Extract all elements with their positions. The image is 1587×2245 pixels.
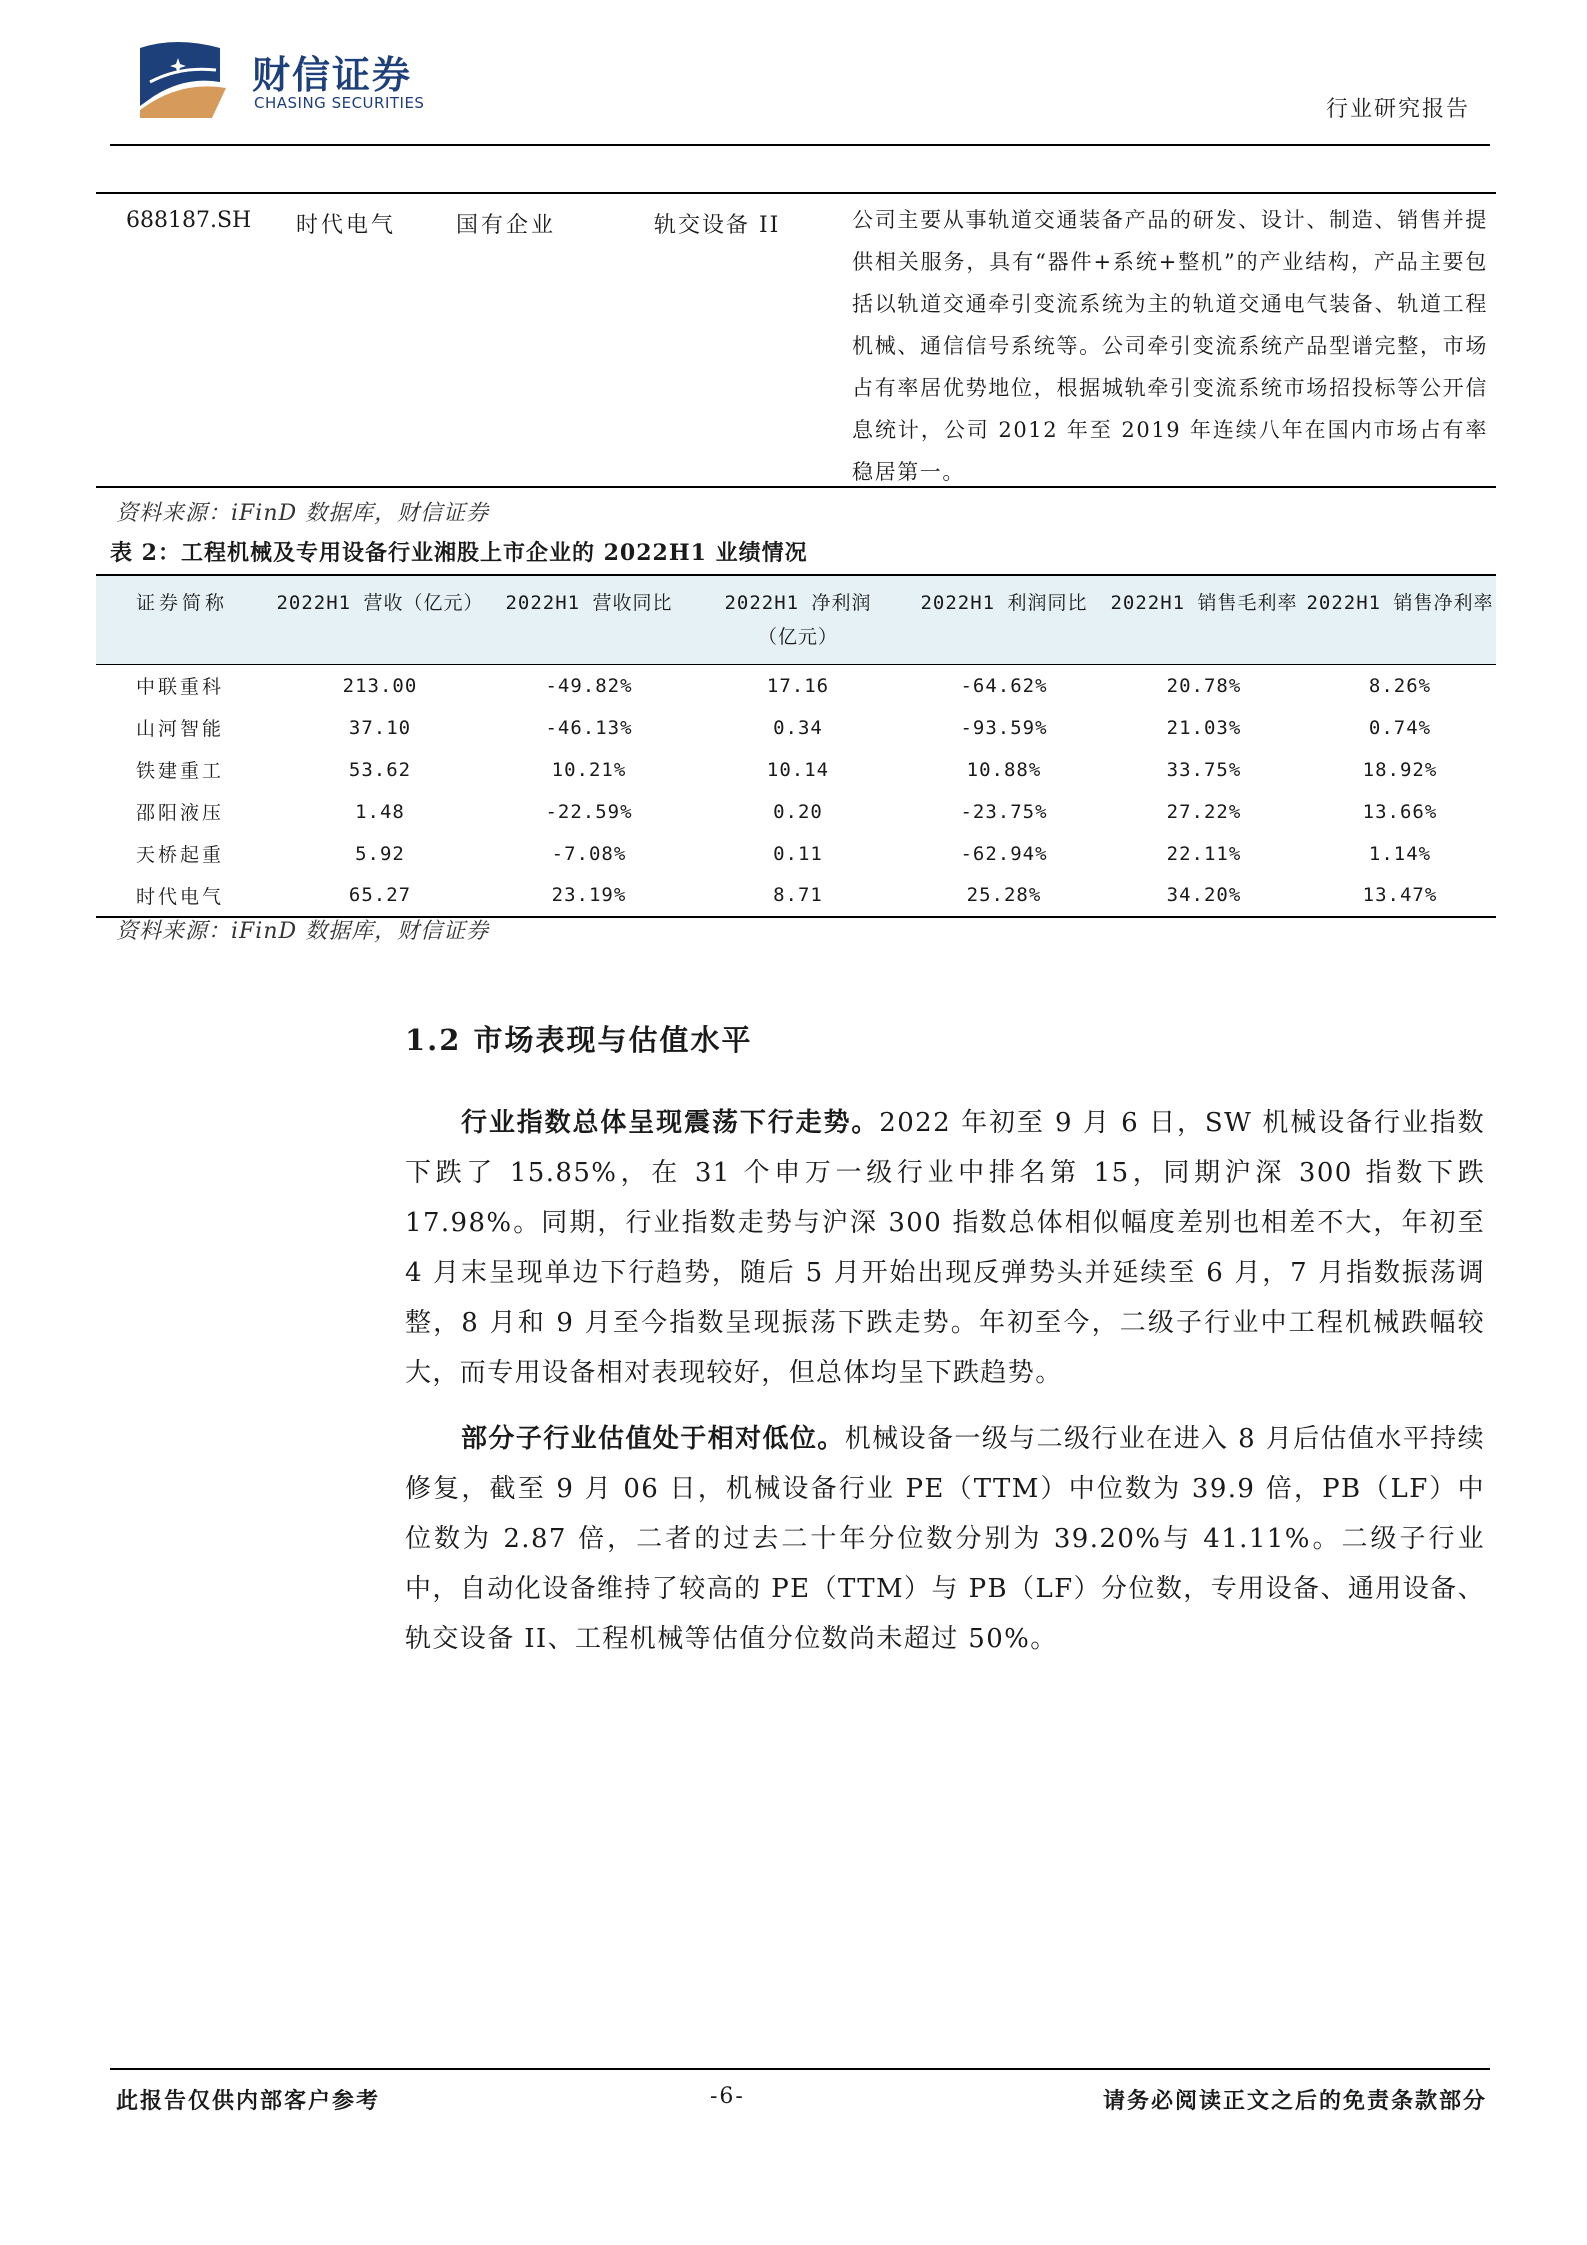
table-row [96, 665, 1496, 707]
cell-profit-yoy: 25.28% [966, 884, 1042, 906]
cell-net-profit: 8.71 [773, 884, 823, 906]
cell-net-margin: 13.47% [1362, 884, 1438, 906]
cell-gross-margin: 20.78% [1166, 674, 1242, 697]
column-header: 2022H1 利润同比 [920, 592, 1088, 614]
cell-net-margin: 13.66% [1362, 800, 1438, 823]
cell-net-profit: 0.20 [773, 800, 823, 823]
cell-profit-yoy: 10.88% [966, 758, 1042, 781]
table-row [96, 194, 1496, 486]
cell-revenue: 65.27 [348, 884, 412, 906]
paragraph-market-performance [405, 1098, 1485, 1398]
cell-profit-yoy: -23.75% [960, 800, 1048, 823]
column-header: 2022H1 营收（亿元） [276, 592, 484, 614]
industry-class: 轨交设备 II [654, 213, 781, 238]
cell-revenue: 213.00 [342, 674, 418, 697]
table-row [96, 707, 1496, 749]
column-header: 2022H1 销售净利率 [1306, 592, 1494, 614]
cell-net-profit: 0.34 [773, 716, 823, 739]
cell-name: 铁建重工 [136, 760, 225, 782]
cell-revenue-yoy: -46.13% [545, 716, 633, 739]
cell-profit-yoy: -62.94% [960, 842, 1048, 865]
cell-profit-yoy: -64.62% [960, 674, 1048, 697]
cell-net-margin: 0.74% [1368, 716, 1432, 739]
paragraph-lead: 行业指数总体呈现震荡下行走势。 [461, 1108, 880, 1138]
paragraph-body: 机械设备一级与二级行业在进入 8 月后估值水平持续修复，截至 9 月 06 日，机械设备行业 PE（TTM）中位数为 39.9 倍，PB（LF）中位数为 2.87 倍，二者的过去二十年分位数分别为 39.20%与 41.11%。二级子行业中，自动化设备维持了较高的 PE（TTM）与 PB（LF）分位数，专用设备、通用设备、轨交设备 II、工程机械等估值分位数尚未超过 50%。 [405, 1424, 1485, 1654]
cell-net-margin: 18.92% [1362, 758, 1438, 781]
table-row [96, 875, 1496, 917]
cell-gross-margin: 33.75% [1166, 758, 1242, 781]
cell-net-profit: 10.14 [766, 758, 830, 781]
footer-disclaimer-left: 此报告仅供内部客户参考 [116, 2088, 381, 2114]
cell-name: 天桥起重 [136, 844, 225, 866]
ownership-type: 国有企业 [456, 213, 557, 238]
cell-revenue-yoy: 23.19% [551, 884, 627, 906]
cell-revenue: 5.92 [355, 842, 405, 865]
footer-divider [110, 2068, 1490, 2070]
cell-gross-margin: 34.20% [1166, 884, 1242, 906]
cell-net-margin: 8.26% [1368, 674, 1432, 697]
cell-revenue-yoy: -22.59% [545, 800, 633, 823]
company-table-continued [96, 192, 1496, 488]
cell-revenue: 1.48 [355, 800, 405, 823]
paragraph-body: 2022 年初至 9 月 6 日，SW 机械设备行业指数下跌了 15.85%，在 31 个申万一级行业中排名第 15，同期沪深 300 指数下跌 17.98%。同期，行业指数走势与沪深 300 指数总体相似幅度差别也相差不大，年初至 4 月末呈现单边下行趋势，随后 5 月开始出现反弹势头并延续至 6 月，7 月指数振荡调整，8 月和 9 月至今指数呈现振荡下跌走势。年初至今，二级子行业中工程机械跌幅较大，而专用设备相对表现较好，但总体均呈下跌趋势。 [405, 1108, 1485, 1388]
table-row [96, 749, 1496, 791]
cell-net-margin: 1.14% [1368, 842, 1432, 865]
paragraph-lead: 部分子行业估值处于相对低位。 [461, 1424, 845, 1454]
cell-revenue: 53.62 [348, 758, 412, 781]
stock-code: 688187.SH [126, 208, 252, 233]
table2-caption: 表 2：工程机械及专用设备行业湘股上市企业的 2022H1 业绩情况 [110, 540, 808, 566]
cell-profit-yoy: -93.59% [960, 716, 1048, 739]
column-header: 2022H1 净利润（亿元） [724, 592, 872, 648]
footer-disclaimer-right: 请务必阅读正文之后的免责条款部分 [1102, 2088, 1487, 2114]
company-description: 公司主要从事轨道交通装备产品的研发、设计、制造、销售并提供相关服务，具有“器件+系统+整机”的产业结构，产品主要包括以轨道交通牵引变流系统为主的轨道交通电气装备、轨道工程机械、通信信号系统等。公司牵引变流系统产品型谱完整，市场占有率居优势地位，根据城轨牵引变流系统市场招投标等公开信息统计，公司 2012 年至 2019 年连续八年在国内市场占有率稳居第一。 [852, 208, 1488, 484]
cell-name: 中联重科 [136, 676, 225, 699]
cell-revenue-yoy: -7.08% [551, 842, 627, 865]
column-header: 2022H1 营收同比 [505, 592, 673, 614]
stock-name: 时代电气 [296, 213, 397, 238]
performance-table [96, 574, 1496, 918]
report-type: 行业研究报告 [1325, 97, 1470, 122]
cell-revenue-yoy: -49.82% [545, 674, 633, 697]
section-heading: 1.2 市场表现与估值水平 [405, 1023, 753, 1057]
table2-source: 资料来源：iFinD 数据库，财信证券 [116, 919, 490, 944]
header-divider [110, 144, 1490, 146]
table-header-row [96, 575, 1496, 665]
company-logo [136, 36, 446, 120]
column-header: 证券简称 [136, 592, 229, 614]
cell-name: 山河智能 [136, 718, 225, 740]
cell-name: 邵阳液压 [136, 802, 225, 824]
table-row [96, 791, 1496, 833]
table1-source: 资料来源：iFinD 数据库，财信证券 [116, 501, 490, 526]
cell-name: 时代电气 [136, 885, 225, 908]
cell-net-profit: 0.11 [773, 842, 823, 865]
logo-emblem-icon [136, 36, 244, 120]
logo-chinese-name: 财信证券 [252, 53, 413, 97]
cell-revenue: 37.10 [348, 716, 412, 739]
column-header: 2022H1 销售毛利率 [1110, 592, 1298, 614]
page-header [110, 30, 1490, 146]
table-row [96, 833, 1496, 875]
paragraph-valuation [405, 1414, 1485, 1664]
cell-gross-margin: 27.22% [1166, 800, 1242, 823]
cell-revenue-yoy: 10.21% [551, 758, 627, 781]
cell-gross-margin: 21.03% [1166, 716, 1242, 739]
logo-english-name: CHASING SECURITIES [254, 94, 425, 112]
cell-gross-margin: 22.11% [1166, 842, 1242, 865]
page-number: -6- [710, 2084, 745, 2109]
cell-net-profit: 17.16 [766, 674, 830, 697]
